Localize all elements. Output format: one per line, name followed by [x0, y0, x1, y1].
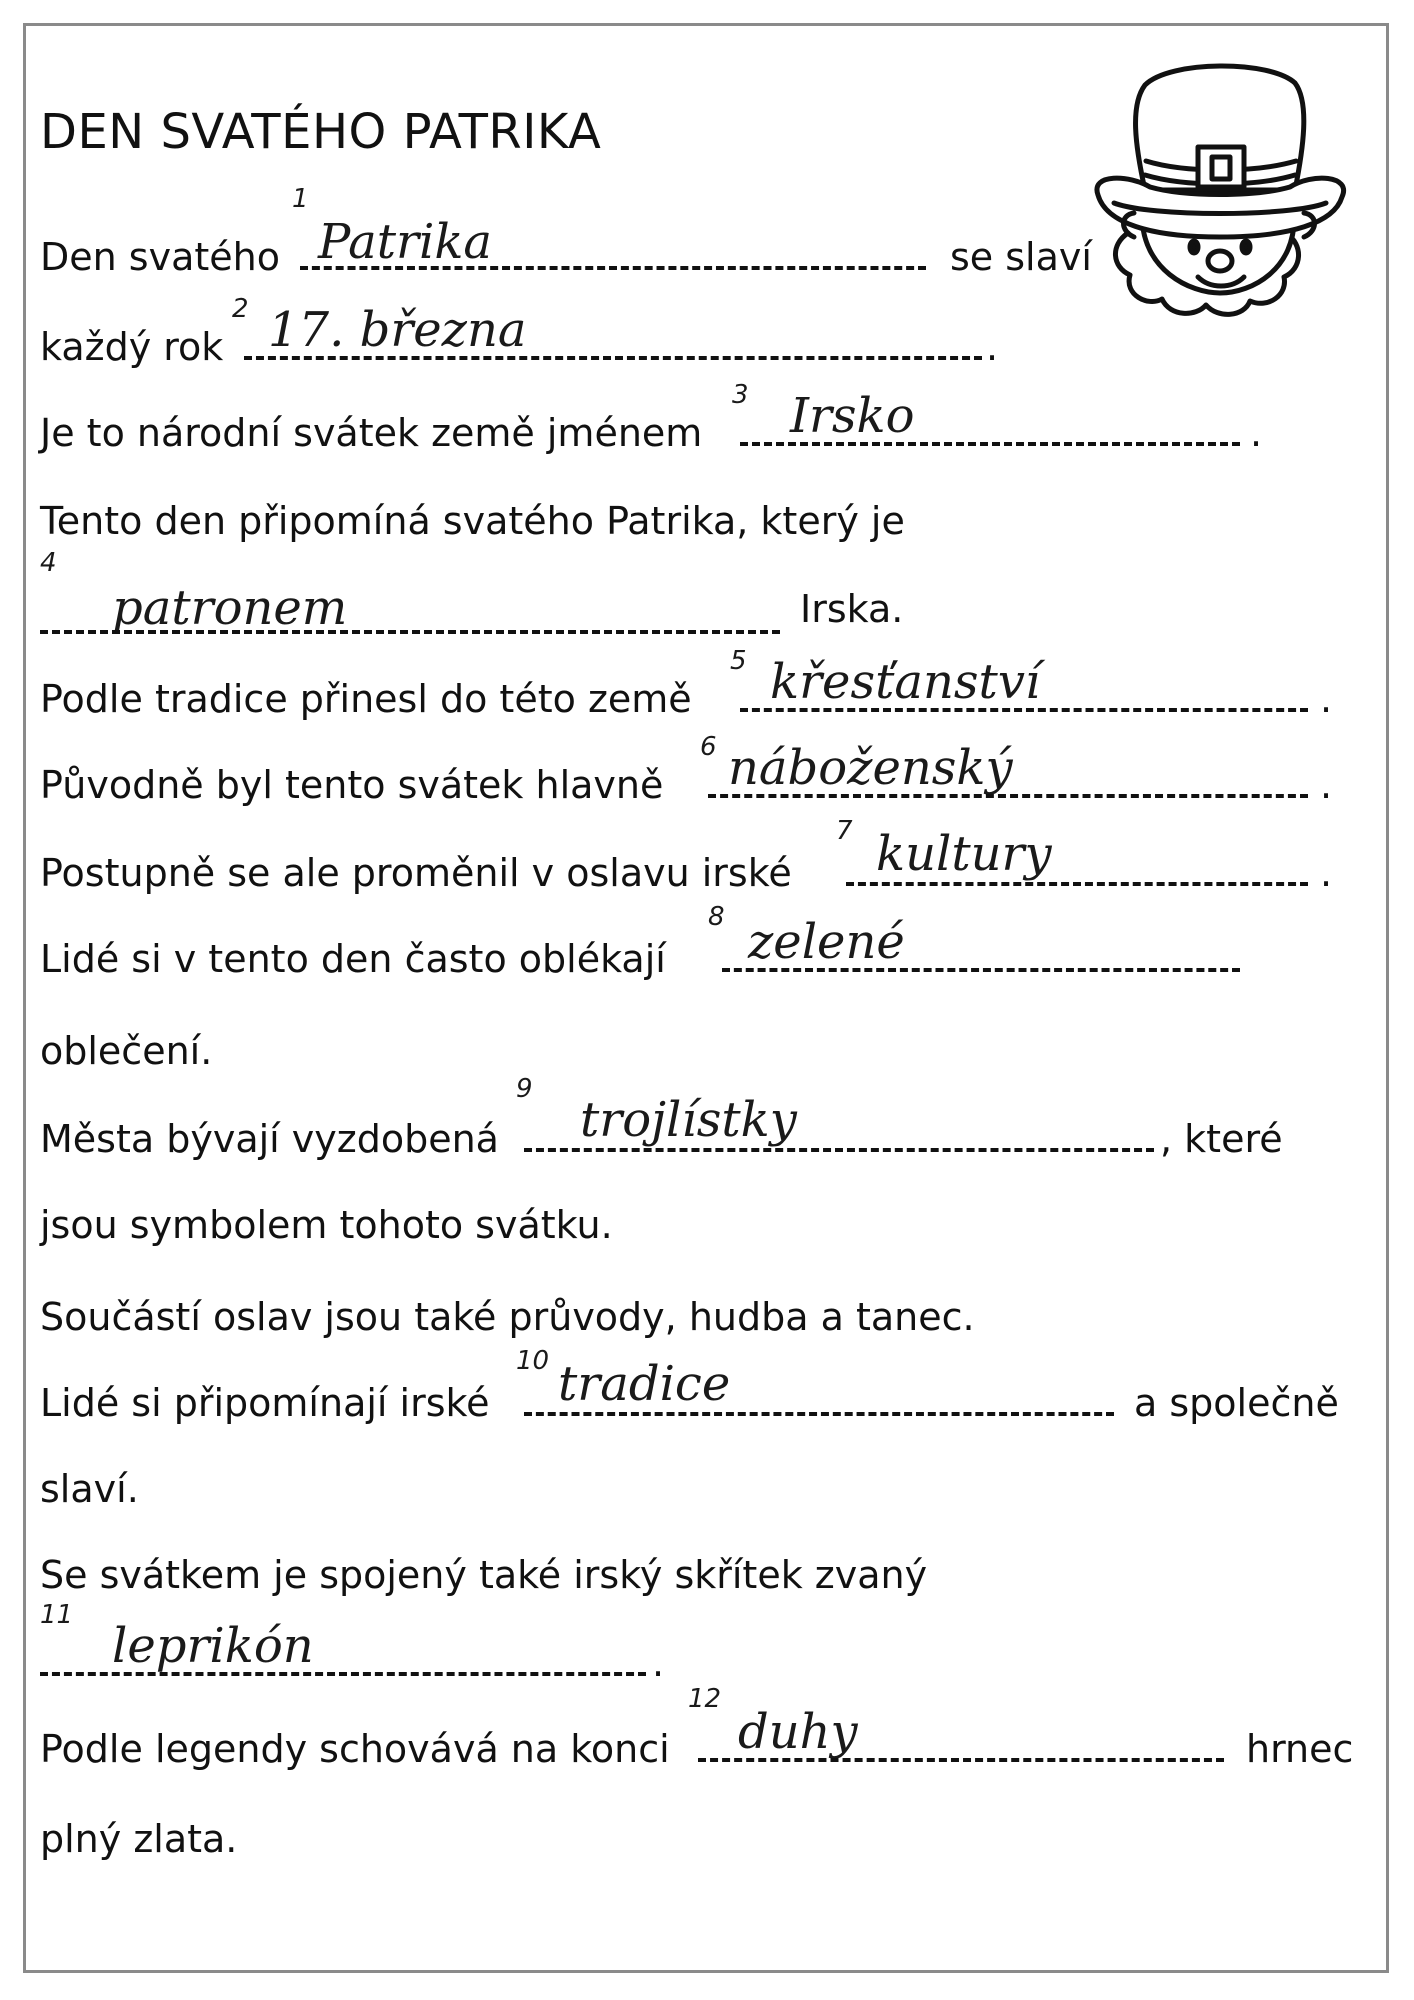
- answer-number: 2: [232, 294, 249, 324]
- sentence-5-start: Podle tradice přinesl do této země: [40, 677, 692, 721]
- sentence-6-end: .: [1320, 763, 1333, 807]
- sentence-8-start: Lidé si v tento den často oblékají: [40, 937, 666, 981]
- answer-number: 7: [836, 816, 853, 846]
- answer-5-text: křesťanství: [770, 654, 1041, 710]
- answer-4-blank: [40, 630, 780, 634]
- sentence-3-end: .: [1250, 411, 1263, 455]
- sentence-9-end: , které: [1160, 1117, 1283, 1161]
- sentence-3-start: Je to národní svátek země jménem: [40, 411, 703, 455]
- answer-5-blank: [740, 708, 1308, 712]
- answer-3-text: Irsko: [790, 388, 915, 444]
- sentence-12-end: .: [652, 1641, 665, 1685]
- answer-11-blank: [40, 1672, 646, 1676]
- answer-1-blank: [300, 266, 926, 270]
- sentence-2-end: .: [986, 325, 999, 369]
- page-title: DEN SVATÉHO PATRIKA: [40, 104, 602, 160]
- sentence-2-start: každý rok: [40, 325, 224, 369]
- answer-9-blank: [524, 1148, 1154, 1152]
- sentence-5-end: .: [1320, 677, 1333, 721]
- answer-1-text: Patrika: [318, 214, 493, 270]
- answer-number: 1: [292, 184, 309, 214]
- answer-8-text: zelené: [748, 914, 905, 970]
- sentence-1-end: se slaví: [950, 235, 1092, 279]
- sentence-13-end: hrnec: [1246, 1727, 1354, 1771]
- sentence-6-start: Původně byl tento svátek hlavně: [40, 763, 664, 807]
- answer-number: 8: [708, 902, 725, 932]
- answer-8-blank: [722, 968, 1240, 972]
- answer-7-text: kultury: [876, 826, 1052, 882]
- answer-12-blank: [698, 1758, 1224, 1762]
- sentence-11-continuation: slaví.: [40, 1467, 139, 1511]
- sentence-7-end: .: [1320, 851, 1333, 895]
- answer-number: 9: [516, 1074, 533, 1104]
- sentence-7-start: Postupně se ale proměnil v oslavu irské: [40, 851, 792, 895]
- answer-10-text: tradice: [558, 1356, 731, 1412]
- answer-number: 10: [516, 1346, 550, 1376]
- sentence-11-end: a společně: [1134, 1381, 1339, 1425]
- sentence-12-start: Se svátkem je spojený také irský skřítek zvaný: [40, 1553, 928, 1597]
- answer-2-blank: [244, 356, 982, 360]
- answer-number: 3: [732, 380, 749, 410]
- answer-6-text: náboženský: [728, 740, 1013, 796]
- sentence-1-start: Den svatého: [40, 235, 280, 279]
- answer-number: 6: [700, 732, 717, 762]
- answer-number: 5: [730, 646, 747, 676]
- answer-12-text: duhy: [738, 1704, 858, 1760]
- leprechaun-icon: [1090, 55, 1350, 325]
- sentence-13-start: Podle legendy schovává na konci: [40, 1727, 670, 1771]
- sentence-9-continuation: jsou symbolem tohoto svátku.: [40, 1203, 613, 1247]
- sentence-9-start: Města bývají vyzdobená: [40, 1117, 499, 1161]
- answer-4-text: patronem: [112, 580, 348, 636]
- answer-number: 12: [688, 1684, 722, 1714]
- sentence-8-end: oblečení.: [40, 1029, 213, 1073]
- answer-11-text: leprikón: [112, 1618, 314, 1674]
- answer-3-blank: [740, 442, 1240, 446]
- answer-number: 4: [40, 548, 57, 578]
- answer-10-blank: [524, 1412, 1114, 1416]
- sentence-4-start: Tento den připomíná svatého Patrika, který je: [40, 499, 905, 543]
- sentence-4-end: Irska.: [800, 587, 904, 631]
- answer-6-blank: [708, 794, 1308, 798]
- answer-9-text: trojlístky: [580, 1092, 797, 1148]
- sentence-11-start: Lidé si připomínají irské: [40, 1381, 490, 1425]
- sentence-10: Součástí oslav jsou také průvody, hudba a tanec.: [40, 1295, 975, 1339]
- sentence-13-continuation: plný zlata.: [40, 1817, 238, 1861]
- answer-7-blank: [846, 882, 1308, 886]
- answer-number: 11: [40, 1600, 74, 1630]
- answer-2-text: 17. března: [268, 302, 527, 358]
